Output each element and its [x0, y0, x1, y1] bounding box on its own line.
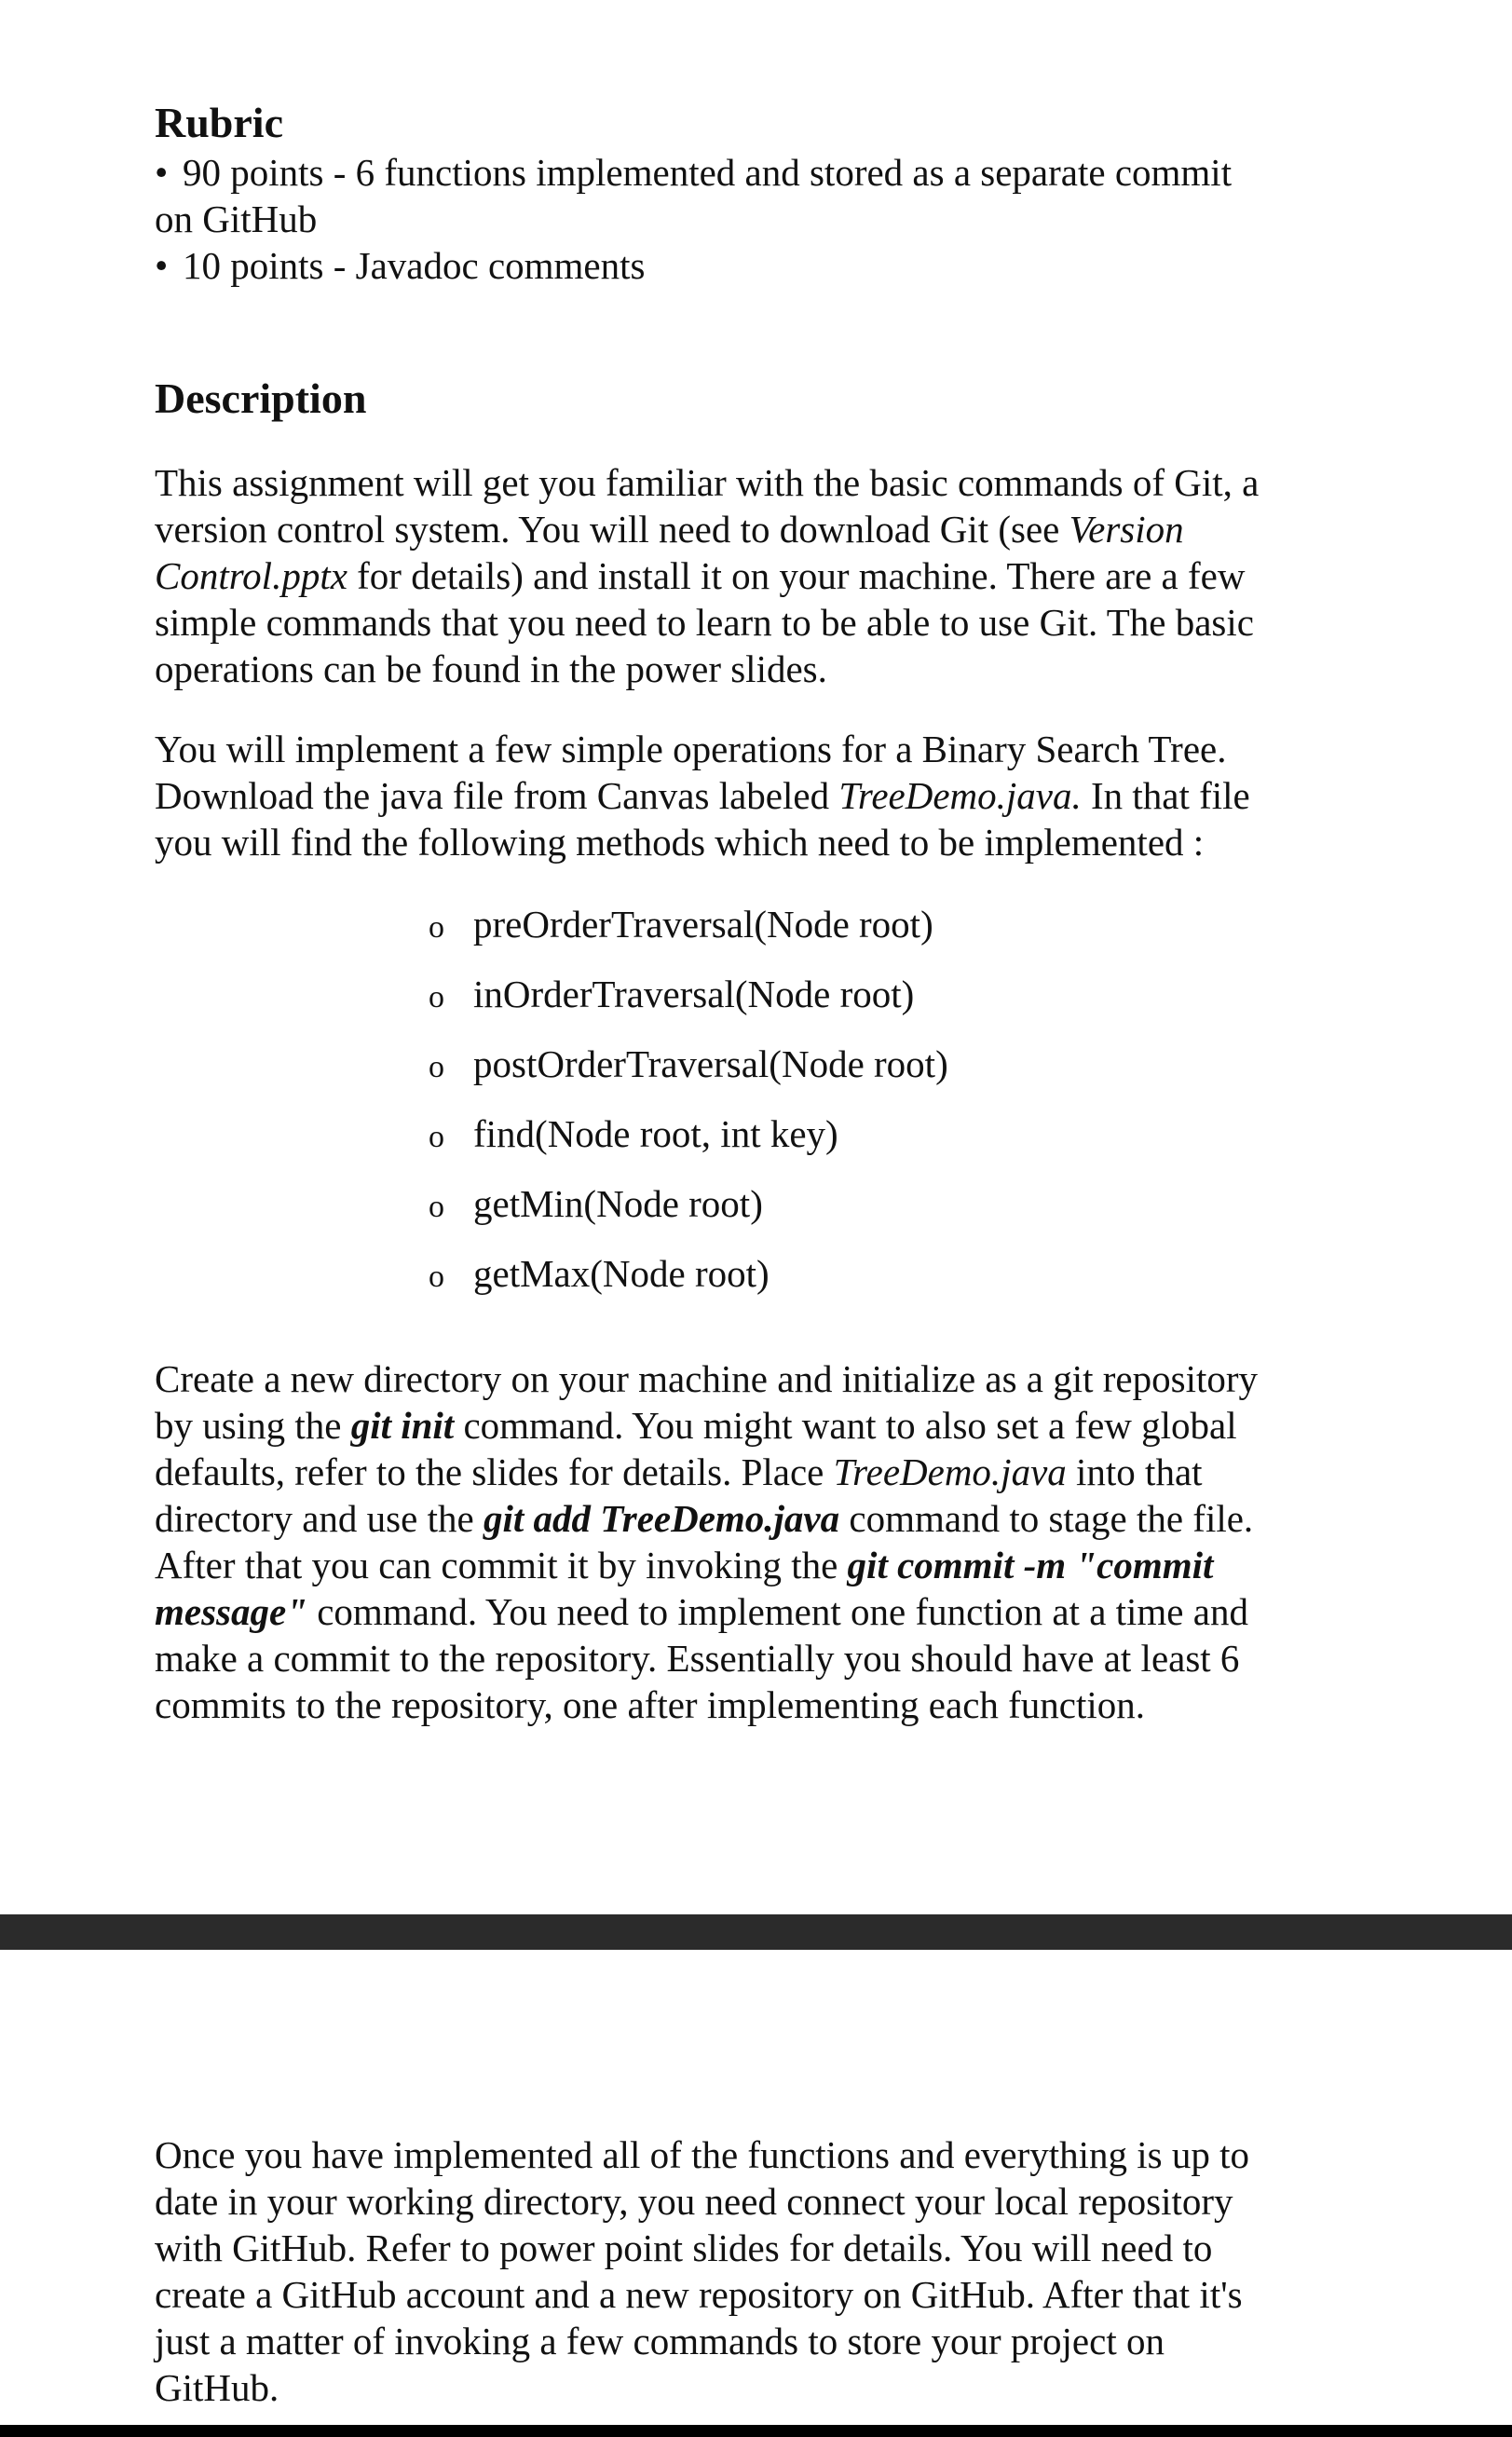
hollow-bullet-icon: o	[429, 1120, 444, 1154]
description-paragraph-4: Once you have implemented all of the functions and everything is up to date in your working directory, you need connect your local repository with GitHub. Refer to power point slides for details. You will need to create a GitHub account and a new repository on GitHub. After that it's just a matter of invoking a few commands to store your project on GitHub.	[155, 2133, 1250, 2409]
rubric-item-2: • 10 points - Javadoc comments	[155, 244, 646, 287]
list-item: o inOrderTraversal(Node root)	[429, 969, 948, 1039]
hollow-bullet-icon: o	[429, 910, 444, 945]
method-list	[429, 899, 948, 1318]
list-item: o getMax(Node root)	[429, 1248, 948, 1318]
bullet-icon: •	[155, 151, 169, 194]
rubric-list	[155, 149, 1384, 289]
rubric-item-1: • 90 points - 6 functions implemented and stored as a separate commit	[155, 151, 1233, 194]
description-paragraph-2: You will implement a few simple operations for a Binary Search Tree. Download the java file from Canvas labeled TreeDemo.java. In that file you will find the following methods which need to be implemented :	[155, 728, 1250, 864]
hollow-bullet-icon: o	[429, 980, 444, 1014]
description-paragraph-3: Create a new directory on your machine and initialize as a git repository by using the git init command. You might want to also set a few global defaults, refer to the slides for details. Place TreeDemo.java into that directory and use the git add TreeDemo.java command to stage the file. After that you can commit it by invoking the git commit -m "commit message" command. You need to implement one function at a time and make a commit to the repository. Essentially you should have at least 6 commits to the repository, one after implementing each function.	[155, 1357, 1259, 1726]
description-paragraph-1: This assignment will get you familiar with the basic commands of Git, a version control system. You will need to download Git (see Version Control.pptx for details) and install it on your machine. There are a few simple commands that you need to learn to be able to use Git. The basic operations can be found in the power slides.	[155, 461, 1260, 690]
list-item: o getMin(Node root)	[429, 1178, 948, 1248]
list-item: o preOrderTraversal(Node root)	[429, 899, 948, 969]
hollow-bullet-icon: o	[429, 1259, 444, 1294]
bottom-edge-bar	[0, 2425, 1512, 2437]
rubric-heading: Rubric	[155, 99, 283, 146]
bullet-icon: •	[155, 244, 169, 287]
list-item: o find(Node root, int key)	[429, 1109, 948, 1178]
hollow-bullet-icon: o	[429, 1190, 444, 1224]
description-heading: Description	[155, 374, 367, 422]
list-item: o postOrderTraversal(Node root)	[429, 1039, 948, 1109]
page-divider	[0, 1914, 1512, 1950]
hollow-bullet-icon: o	[429, 1050, 444, 1084]
rubric-item-1-continued: on GitHub	[155, 197, 318, 240]
